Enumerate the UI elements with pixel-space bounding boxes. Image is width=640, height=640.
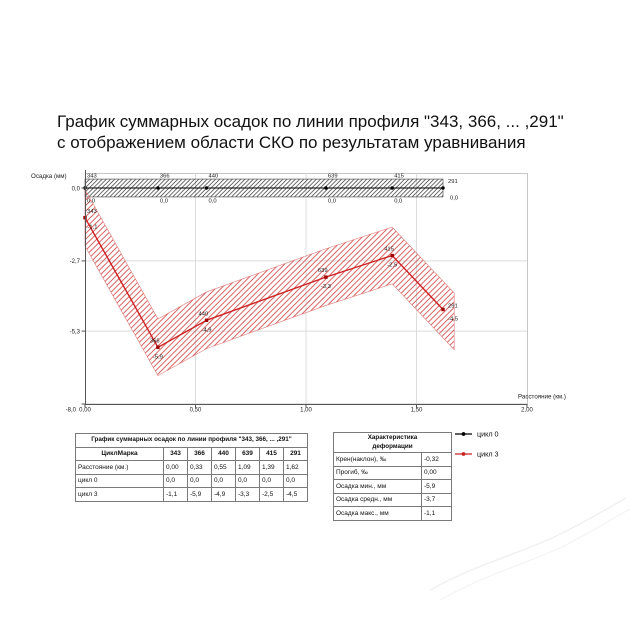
cycle3-point <box>390 254 393 257</box>
point-label-marker: 366 <box>149 338 160 345</box>
cell-value: -0,32 <box>422 453 452 467</box>
settlement-table-grid <box>75 433 308 502</box>
y-tick-label: -2,7 <box>69 259 80 266</box>
marker-column-header: 291 <box>284 447 308 461</box>
cell-value: -1,1 <box>422 507 452 521</box>
settlement-table <box>75 433 308 502</box>
table-cell: 0,0 <box>236 474 260 488</box>
y-axis-label: Осадка (мм) <box>31 173 67 180</box>
legend-marker <box>462 432 466 436</box>
table-cell: -2,5 <box>260 488 284 502</box>
cycle0-point <box>205 186 208 189</box>
point-label-marker: 415 <box>384 246 394 253</box>
x-tick-label: 2,00 <box>521 407 533 414</box>
x-tick-label: 1,00 <box>300 407 312 414</box>
row-label: цикл 0 <box>76 474 164 488</box>
row-label: Осадка макс., мм <box>334 507 422 521</box>
y-tick-label: 0,0 <box>71 186 80 193</box>
table-cell: 0,0 <box>284 474 308 488</box>
table-cell: -3,3 <box>236 488 260 502</box>
watermark <box>430 498 630 600</box>
point-label-value: -5,9 <box>152 354 163 361</box>
table-cell: 0,33 <box>188 461 212 475</box>
x-tick-label: 0,00 <box>79 407 91 414</box>
table-cell: 1,09 <box>236 461 260 475</box>
table-cell: 0,0 <box>164 474 188 488</box>
deformation-table-title <box>334 433 452 453</box>
x-tick-label: 1,50 <box>410 407 423 414</box>
deformation-table <box>333 432 452 521</box>
point-label-marker: 639 <box>327 173 338 180</box>
y-tick-label: -8,0 <box>65 407 76 414</box>
point-label-value: 0,0 <box>208 198 217 205</box>
table-cell: 0,0 <box>260 474 284 488</box>
y-tick-label: -5,3 <box>69 329 80 336</box>
point-label-value: -4,5 <box>448 316 459 323</box>
cycle3-sko-band <box>85 189 454 375</box>
table-cell: -1,1 <box>164 488 188 502</box>
watermark-stroke <box>440 509 630 600</box>
table-cell: -4,9 <box>212 488 236 502</box>
legend-label: цикл 0 <box>477 429 499 439</box>
chart-title-line2: с отображением области СКО по результатам уравнивания <box>57 133 526 152</box>
point-label-marker: 343 <box>87 209 97 216</box>
row-label: цикл 3 <box>76 488 164 502</box>
cycle3-point <box>441 308 444 311</box>
point-label-value: 0,0 <box>159 198 168 205</box>
point-label-value: 0,0 <box>327 198 336 205</box>
table-cell: 0,55 <box>212 461 236 475</box>
cell-value: -3,7 <box>422 493 452 507</box>
row-label: Прогиб, ‰ <box>334 466 422 480</box>
settlement-table-title: График суммарных осадок по линии профиля "343, 366, ... ,291" <box>76 434 308 448</box>
table-cell: 1,62 <box>284 461 308 475</box>
point-label-value: -1,1 <box>87 224 98 231</box>
marker-column-header: 415 <box>260 447 284 461</box>
point-label-marker: 415 <box>394 173 404 180</box>
deformation-table-title-line: деформации <box>372 442 413 450</box>
legend <box>455 430 499 459</box>
table-cell: 0,0 <box>212 474 236 488</box>
cycle0-point <box>324 186 327 189</box>
point-label-marker: 440 <box>208 173 219 180</box>
cycle3-point <box>205 319 208 322</box>
marker-column-header: 639 <box>236 447 260 461</box>
cycle3-point <box>324 275 327 278</box>
point-label-value: 0,0 <box>394 198 403 205</box>
point-label-marker: 639 <box>317 268 328 275</box>
watermark-stroke <box>430 498 626 590</box>
point-label-marker: 440 <box>198 311 209 318</box>
table-cell: 1,39 <box>260 461 284 475</box>
point-label-value: -2,5 <box>387 262 398 269</box>
chart-title-line1: График суммарных осадок по линии профиля "343, 366, ... ,291" <box>57 112 564 131</box>
point-label-value: -3,3 <box>320 284 331 291</box>
table-cell: 0,0 <box>188 474 212 488</box>
row-label: Расстояние (км.) <box>76 461 164 475</box>
cell-value: -5,9 <box>422 480 452 494</box>
cycle3-point <box>156 346 159 349</box>
marker-column-header: 440 <box>212 447 236 461</box>
point-label-marker: 343 <box>87 173 97 180</box>
point-label-marker: 291 <box>448 179 458 185</box>
point-label-marker: 366 <box>159 173 170 180</box>
cycle0-point <box>390 186 393 189</box>
marker-column-header: 343 <box>164 447 188 461</box>
cycle0-point <box>156 186 159 189</box>
cell-value: 0,00 <box>422 466 452 480</box>
legend-label: цикл 3 <box>477 449 499 459</box>
point-label-value: 0,0 <box>87 198 96 205</box>
x-tick-label: 0,50 <box>189 407 202 414</box>
deformation-table-grid <box>333 432 452 521</box>
cycle0-point <box>441 186 444 189</box>
legend-marker <box>462 452 466 456</box>
row-label: Осадка мин., мм <box>334 480 422 494</box>
table-cell: -4,5 <box>284 488 308 502</box>
table-cell: -5,9 <box>188 488 212 502</box>
point-label-value: 0,0 <box>450 195 459 202</box>
point-label-marker: 291 <box>448 303 458 310</box>
deformation-table-title-line: Характеристика <box>367 434 418 441</box>
point-label-value: -4,9 <box>201 327 212 334</box>
row-label: Осадка средн., мм <box>334 493 422 507</box>
table-cell: 0,00 <box>164 461 188 475</box>
row-label: Крен(наклон), ‰ <box>334 453 422 467</box>
x-axis-label: Расстояние (км.) <box>518 393 566 401</box>
marker-column-header: 366 <box>188 447 212 461</box>
settlement-table-corner: ЦиклМарка <box>76 447 164 461</box>
